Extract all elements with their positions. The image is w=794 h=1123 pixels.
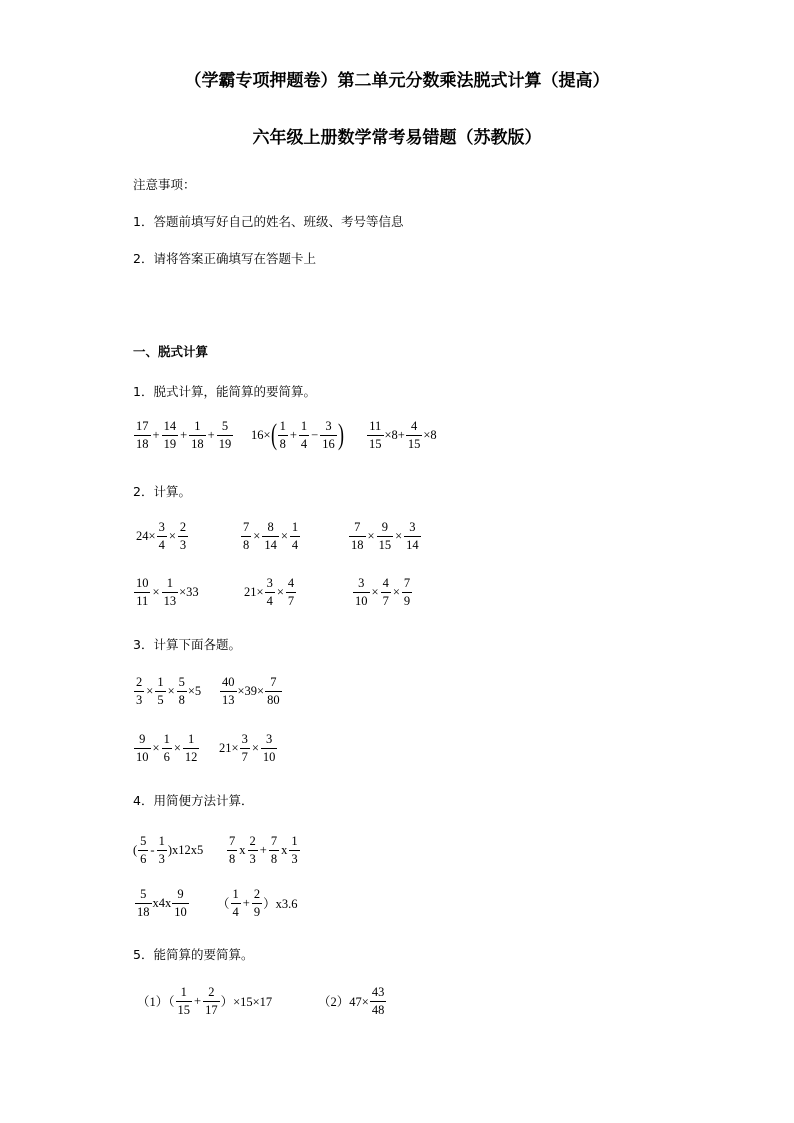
q2-expression-5 <box>244 577 297 607</box>
fraction <box>290 521 300 551</box>
operator: + <box>207 427 215 442</box>
numerator: 3 <box>409 520 416 534</box>
operator: × <box>280 528 288 543</box>
numerator: 9 <box>381 520 388 534</box>
numerator: 2 <box>208 985 215 999</box>
denominator: 3 <box>291 851 298 866</box>
denominator: 10 <box>355 593 368 608</box>
expression-suffix: ×33 <box>179 584 199 599</box>
section-heading: 一、脱式计算 <box>133 344 209 359</box>
fraction <box>252 888 262 918</box>
notes-item-2: 2．请将答案正确填写在答题卡上 <box>133 251 316 266</box>
denominator: 7 <box>241 749 248 764</box>
numerator: 7 <box>229 834 236 848</box>
fraction <box>353 577 370 607</box>
question-3-label: 3．计算下面各题。 <box>133 637 241 652</box>
denominator: 3 <box>136 692 143 707</box>
q2-expression-3 <box>348 521 422 551</box>
fraction <box>134 676 144 706</box>
denominator: 5 <box>157 692 164 707</box>
notes-heading: 注意事项： <box>133 177 196 192</box>
numerator: 1 <box>194 419 201 433</box>
numerator: 5 <box>178 675 185 689</box>
fraction <box>189 420 206 450</box>
operator: × <box>251 740 259 755</box>
numerator: 3 <box>358 576 365 590</box>
q4-expression-4 <box>217 888 297 918</box>
denominator: 4 <box>266 593 273 608</box>
expression-middle: x4x <box>152 895 172 910</box>
fraction <box>299 420 309 450</box>
expression-prefix: 24× <box>136 528 156 543</box>
operator: × <box>276 584 284 599</box>
q2-expression-2 <box>240 521 301 551</box>
numerator: 11 <box>369 419 382 433</box>
denominator: 18 <box>137 904 150 919</box>
fraction <box>162 577 179 607</box>
denominator: 9 <box>253 904 261 919</box>
fraction <box>406 420 423 450</box>
q4-expression-2 <box>226 835 301 865</box>
numerator: 1 <box>300 419 308 433</box>
denominator: 15 <box>378 537 392 552</box>
q3-expression-2 <box>219 676 283 706</box>
numerator: 2 <box>249 834 256 848</box>
q1-expression-3 <box>366 420 437 450</box>
denominator: 3 <box>179 537 187 552</box>
expression-prefix: （ <box>217 897 230 911</box>
question-2-label: 2．计算。 <box>133 484 191 499</box>
operator: × <box>152 740 160 755</box>
expression-suffix: ×5 <box>187 683 202 698</box>
numerator: 7 <box>354 520 361 534</box>
fraction <box>265 577 275 607</box>
fraction <box>381 577 391 607</box>
page-subtitle: 六年级上册数学常考易错题（苏教版） <box>252 128 542 148</box>
notes-item-1: 1．答题前填写好自己的姓名、班级、考号等信息 <box>133 214 404 229</box>
denominator: 10 <box>262 749 276 764</box>
numerator: 1 <box>188 732 195 746</box>
numerator: 2 <box>253 887 261 901</box>
fraction <box>134 420 151 450</box>
q5-expression-1 <box>137 986 272 1016</box>
numerator: 3 <box>325 419 332 433</box>
expression-prefix: 16× <box>251 427 271 442</box>
operator: + <box>180 427 188 442</box>
denominator: 8 <box>243 537 250 552</box>
q3-expression-3 <box>133 733 200 763</box>
expression-suffix: ）×15×17 <box>220 995 273 1009</box>
numerator: 3 <box>241 732 248 746</box>
denominator: 14 <box>406 537 419 552</box>
operator: + <box>289 427 297 442</box>
expression-prefix: （2）47× <box>318 995 369 1009</box>
denominator: 11 <box>136 593 149 608</box>
numerator: 1 <box>158 834 165 848</box>
q4-expression-3 <box>134 888 190 918</box>
denominator: 12 <box>184 749 198 764</box>
question-5-label: 5．能简算的要简算。 <box>133 947 254 962</box>
fraction <box>402 577 412 607</box>
numerator: 1 <box>291 520 299 534</box>
q2-expression-4 <box>133 577 199 607</box>
operator: + <box>242 895 250 910</box>
fraction <box>349 521 366 551</box>
operator: + <box>194 993 202 1008</box>
numerator: 7 <box>270 675 277 689</box>
fraction <box>240 733 250 763</box>
numerator: 7 <box>403 576 411 590</box>
q5-expression-2 <box>318 986 387 1016</box>
fraction <box>269 835 279 865</box>
denominator: 10 <box>136 749 149 764</box>
fraction <box>178 521 188 551</box>
denominator: 10 <box>174 904 187 919</box>
denominator: 16 <box>322 436 335 451</box>
question-1-label: 1．脱式计算，能简算的要简算。 <box>133 384 316 399</box>
expression-middle: ×8+ <box>384 427 405 442</box>
operator: × <box>146 683 154 698</box>
fraction <box>162 420 179 450</box>
denominator: 4 <box>232 904 239 919</box>
q4-expression-1 <box>133 835 203 865</box>
denominator: 13 <box>163 593 177 608</box>
numerator: 5 <box>221 419 229 433</box>
numerator: 9 <box>177 887 184 901</box>
denominator: 18 <box>191 436 204 451</box>
fraction <box>155 676 165 706</box>
denominator: 80 <box>267 692 280 707</box>
numerator: 7 <box>270 834 278 848</box>
numerator: 1 <box>180 985 187 999</box>
operator: + <box>259 842 267 857</box>
fraction <box>162 733 172 763</box>
operator: − <box>311 427 319 442</box>
numerator: 40 <box>222 675 235 689</box>
denominator: 8 <box>270 851 278 866</box>
fraction <box>177 676 187 706</box>
q1-expression-2 <box>251 420 344 450</box>
numerator: 5 <box>140 834 147 848</box>
operator: × <box>392 584 400 599</box>
fraction <box>289 835 299 865</box>
expression-suffix: ）x3.6 <box>263 897 298 911</box>
denominator: 18 <box>136 436 149 451</box>
numerator: 1 <box>157 675 164 689</box>
numerator: 4 <box>287 576 295 590</box>
denominator: 19 <box>218 436 232 451</box>
left-paren: ( <box>270 418 277 451</box>
numerator: 17 <box>136 419 149 433</box>
denominator: 4 <box>291 537 299 552</box>
numerator: 7 <box>243 520 250 534</box>
q2-expression-1 <box>136 521 189 551</box>
fraction <box>286 577 296 607</box>
denominator: 19 <box>163 436 177 451</box>
fraction <box>157 521 167 551</box>
denominator: 15 <box>177 1002 191 1017</box>
q1-expression-1 <box>133 420 234 450</box>
fraction <box>203 986 220 1016</box>
expression-middle: ×39× <box>237 683 265 698</box>
numerator: 14 <box>163 419 177 433</box>
numerator: 4 <box>382 576 389 590</box>
expression-prefix: （1）（ <box>137 995 175 1009</box>
fraction <box>248 835 258 865</box>
operator: × <box>168 528 176 543</box>
fraction <box>183 733 200 763</box>
fraction <box>176 986 193 1016</box>
denominator: 7 <box>382 593 389 608</box>
numerator: 1 <box>279 419 286 433</box>
numerator: 8 <box>267 520 274 534</box>
denominator: 8 <box>279 436 286 451</box>
operator: x <box>281 842 288 857</box>
fraction <box>138 835 148 865</box>
q3-expression-1 <box>133 676 201 706</box>
numerator: 10 <box>136 576 149 590</box>
denominator: 14 <box>264 537 277 552</box>
numerator: 4 <box>410 419 418 433</box>
fraction <box>367 420 384 450</box>
numerator: 1 <box>291 834 298 848</box>
fraction <box>241 521 251 551</box>
denominator: 8 <box>178 692 185 707</box>
denominator: 9 <box>403 593 411 608</box>
fraction <box>404 521 421 551</box>
page-title: （学霸专项押题卷）第二单元分数乘法脱式计算（提高） <box>184 71 610 91</box>
expression-suffix: ×8 <box>423 427 437 442</box>
expression-prefix: 21× <box>244 584 264 599</box>
denominator: 6 <box>163 749 170 764</box>
fraction <box>265 676 282 706</box>
fraction <box>134 577 151 607</box>
question-4-label: 4．用简便方法计算． <box>133 793 254 808</box>
denominator: 7 <box>287 593 295 608</box>
denominator: 15 <box>407 436 421 451</box>
numerator: 2 <box>136 675 143 689</box>
denominator: 3 <box>249 851 256 866</box>
operator: × <box>371 584 379 599</box>
denominator: 18 <box>351 537 364 552</box>
operator: + <box>152 427 160 442</box>
fraction <box>261 733 278 763</box>
numerator: 3 <box>158 520 165 534</box>
denominator: 8 <box>229 851 236 866</box>
numerator: 9 <box>139 732 146 746</box>
fraction <box>231 888 241 918</box>
operator: × <box>173 740 181 755</box>
fraction <box>134 733 151 763</box>
denominator: 6 <box>140 851 147 866</box>
fraction <box>262 521 279 551</box>
operator: × <box>253 528 261 543</box>
expression-prefix: 21× <box>219 740 239 755</box>
numerator: 1 <box>166 576 173 590</box>
q2-expression-6 <box>352 577 413 607</box>
denominator: 15 <box>369 436 382 451</box>
denominator: 48 <box>371 1002 385 1017</box>
fraction <box>278 420 288 450</box>
denominator: 13 <box>222 692 235 707</box>
numerator: 3 <box>266 732 273 746</box>
numerator: 43 <box>371 985 385 999</box>
q3-expression-4 <box>219 733 278 763</box>
expression-suffix: )x12x5 <box>167 842 204 857</box>
fraction <box>172 888 189 918</box>
denominator: 3 <box>158 851 165 866</box>
operator: x <box>239 842 246 857</box>
operator: × <box>167 683 175 698</box>
operator: × <box>152 584 160 599</box>
expression-prefix: ( <box>133 842 138 857</box>
numerator: 1 <box>232 887 239 901</box>
fraction <box>320 420 337 450</box>
fraction <box>227 835 237 865</box>
numerator: 1 <box>163 732 170 746</box>
denominator: 4 <box>158 537 165 552</box>
fraction <box>157 835 167 865</box>
right-paren: ) <box>337 418 344 451</box>
operator: - <box>150 842 155 857</box>
numerator: 5 <box>140 887 147 901</box>
operator: × <box>367 528 375 543</box>
fraction <box>217 420 234 450</box>
operator: × <box>395 528 403 543</box>
fraction <box>377 521 394 551</box>
numerator: 3 <box>266 576 273 590</box>
fraction <box>135 888 152 918</box>
denominator: 4 <box>300 436 308 451</box>
fraction <box>370 986 387 1016</box>
fraction <box>220 676 237 706</box>
numerator: 2 <box>179 520 187 534</box>
denominator: 17 <box>205 1002 218 1017</box>
